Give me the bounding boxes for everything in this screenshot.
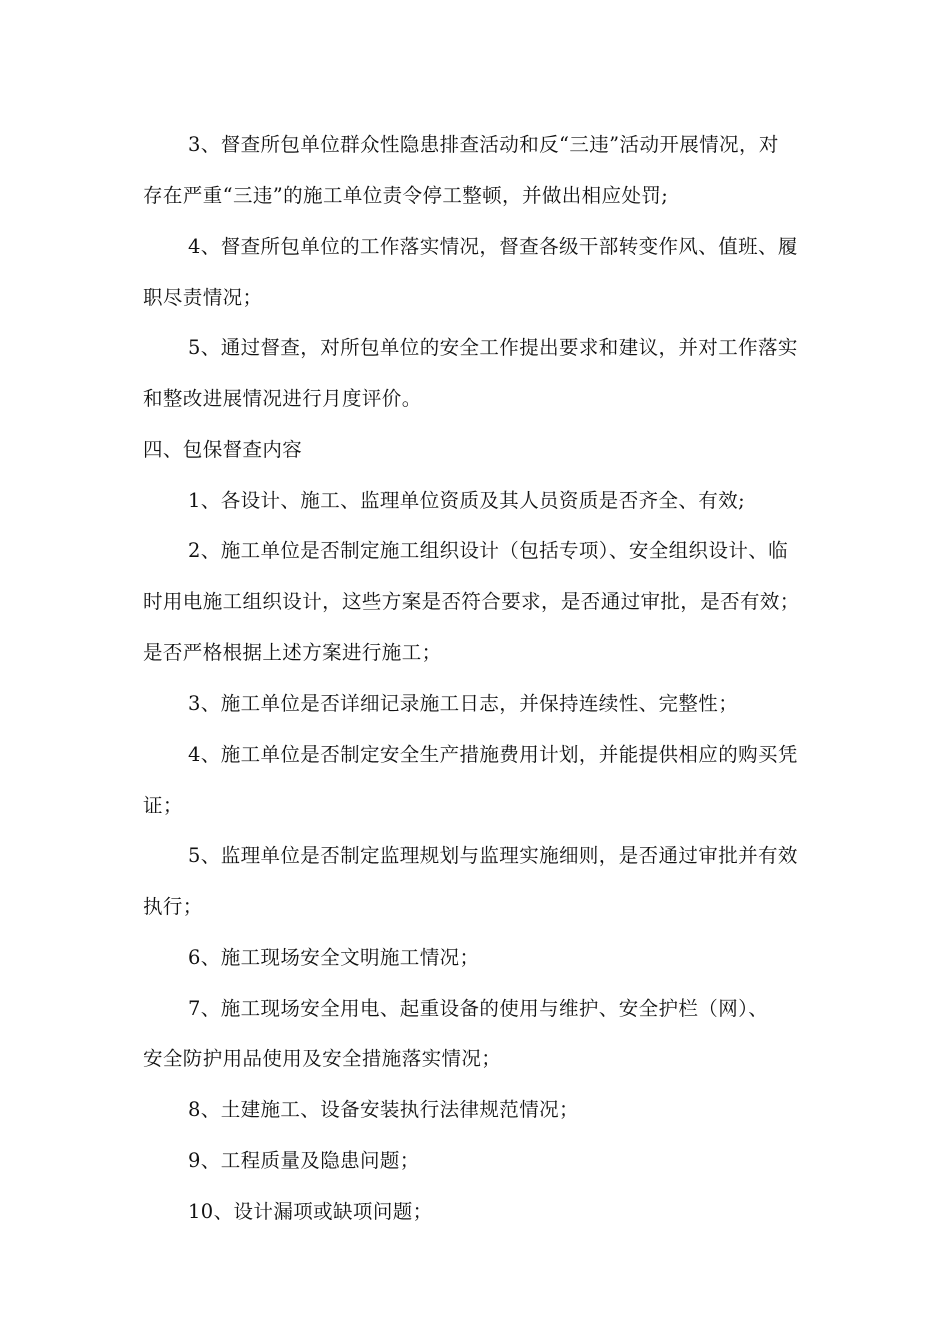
paragraph-line: 9、工程质量及隐患问题； (188, 1149, 420, 1172)
paragraph-line: 5、监理单位是否制定监理规划与监理实施细则，是否通过审批并有效 (188, 844, 798, 867)
paragraph-line: 执行； (143, 895, 203, 918)
paragraph-line: 6、施工现场安全文明施工情况； (188, 946, 480, 969)
paragraph-line: 是否严格根据上述方案进行施工； (143, 641, 442, 664)
paragraph-line: 4、施工单位是否制定安全生产措施费用计划，并能提供相应的购买凭 (188, 743, 798, 766)
paragraph-line: 证； (143, 794, 183, 817)
paragraph-line: 时用电施工组织设计，这些方案是否符合要求，是否通过审批，是否有效； (143, 590, 800, 613)
paragraph-line: 2、施工单位是否制定施工组织设计（包括专项）、安全组织设计、临 (188, 539, 789, 562)
paragraph-line: 安全防护用品使用及安全措施落实情况； (143, 1047, 502, 1070)
paragraph-line: 8、土建施工、设备安装执行法律规范情况； (188, 1098, 579, 1121)
paragraph-line: 存在严重“三违”的施工单位责令停工整顿，并做出相应处罚; (143, 184, 669, 207)
paragraph-line: 职尽责情况； (143, 286, 263, 309)
section-heading: 四、包保督查内容 (143, 438, 303, 461)
paragraph-line: 10、设计漏项或缺项问题； (188, 1200, 433, 1223)
paragraph-line: 3、督查所包单位群众性隐患排查活动和反“三违”活动开展情况，对 (188, 133, 779, 156)
paragraph-line: 4、督查所包单位的工作落实情况，督查各级干部转变作风、值班、履 (188, 235, 798, 258)
paragraph-line: 1、各设计、施工、监理单位资质及其人员资质是否齐全、有效; (188, 489, 746, 512)
paragraph-line: 7、施工现场安全用电、起重设备的使用与维护、安全护栏（网）、 (188, 997, 769, 1020)
paragraph-line: 5、通过督查，对所包单位的安全工作提出要求和建议，并对工作落实 (188, 336, 798, 359)
paragraph-line: 3、施工单位是否详细记录施工日志，并保持连续性、完整性； (188, 692, 739, 715)
paragraph-line: 和整改进展情况进行月度评价。 (143, 387, 422, 410)
